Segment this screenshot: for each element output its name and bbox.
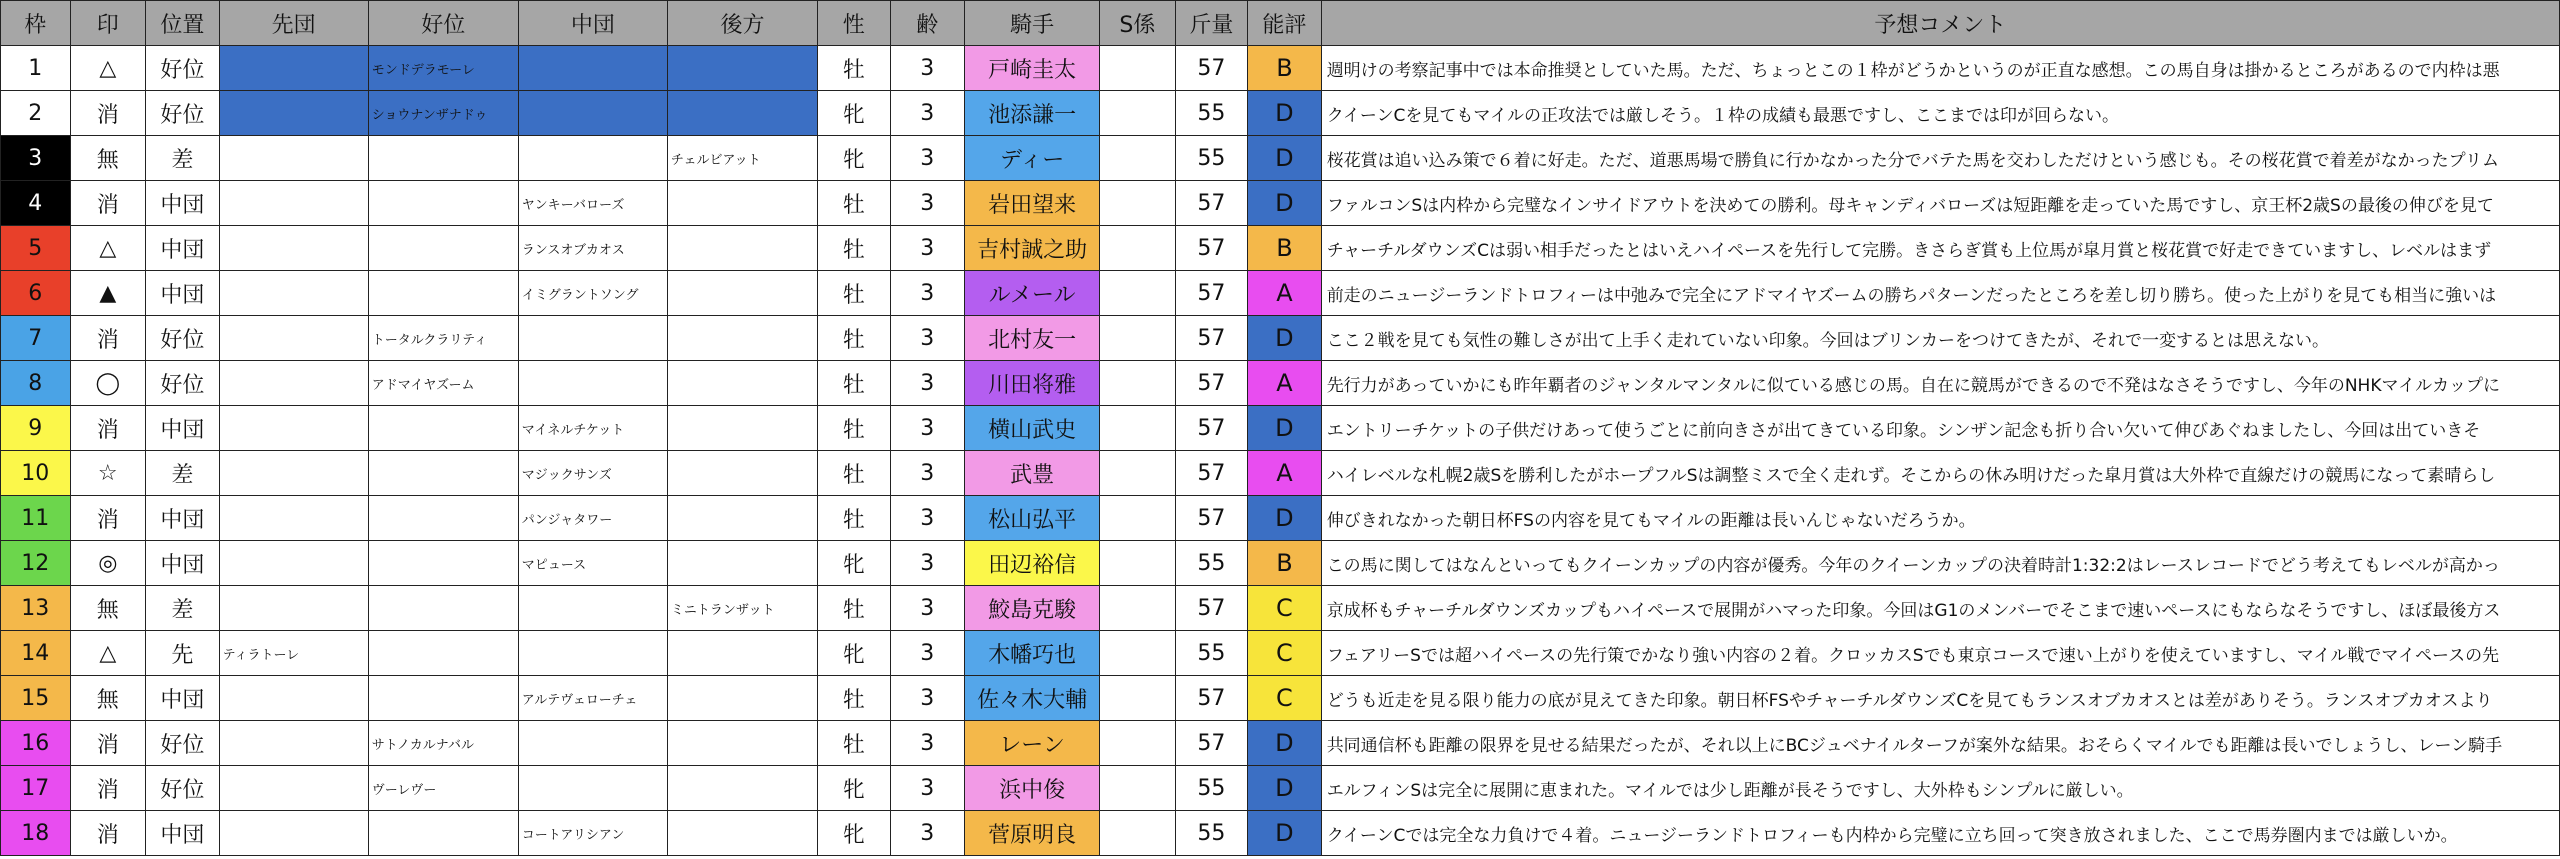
jockey-cell: 池添謙一 [965, 91, 1100, 136]
s-rel-cell [1100, 766, 1176, 811]
weight-cell: 57 [1175, 46, 1248, 91]
s-rel-cell [1100, 406, 1176, 451]
comment-cell: この馬に関してはなんといってもクイーンカップの内容が優秀。今年のクイーンカップの決着時計1:32:2はレースレコードでどう考えてもレベルが高かっ [1321, 541, 2559, 586]
jockey-cell: 菅原明良 [965, 811, 1100, 856]
frame-cell: 4 [1, 181, 71, 226]
rating-cell: D [1248, 316, 1322, 361]
sex-cell: 牝 [818, 136, 891, 181]
lead-horse-cell [219, 496, 368, 541]
good-horse-cell: アドマイヤズーム [368, 361, 518, 406]
comment-cell: クイーンCでは完全な力負けで４着。ニュージーランドトロフィーも内枠から完璧に立ち回って突き放されました、ここで馬券圏内までは厳しいか。 [1321, 811, 2559, 856]
position-cell: 中団 [146, 541, 220, 586]
good-horse-cell [368, 451, 518, 496]
table-row [1, 631, 2560, 676]
rear-horse-cell [667, 766, 817, 811]
comment-cell: チャーチルダウンズCは弱い相手だったとはいえハイペースを先行して完勝。きさらぎ賞も上位馬が皐月賞と桜花賞で好走できていますし、レベルはまず [1321, 226, 2559, 271]
lead-horse-cell: ティラトーレ [219, 631, 368, 676]
rear-horse-cell: チェルビアット [667, 136, 817, 181]
mark-cell: 消 [70, 496, 146, 541]
mark-cell: 無 [70, 136, 146, 181]
comment-cell: 前走のニュージーランドトロフィーは中弛みで完全にアドマイヤズームの勝ちパターンだったところを差し切り勝ち。使った上がりを見ても相当に強いは [1321, 271, 2559, 316]
table-row [1, 721, 2560, 766]
age-cell: 3 [890, 181, 965, 226]
table-row [1, 541, 2560, 586]
position-cell: 中団 [146, 226, 220, 271]
table-row [1, 226, 2560, 271]
frame-cell: 1 [1, 46, 71, 91]
mid-horse-cell: マピュース [518, 541, 667, 586]
rear-horse-cell [667, 811, 817, 856]
comment-cell: 先行力があっていかにも昨年覇者のジャンタルマンタルに似ている感じの馬。自在に競馬ができるので不発はなさそうですし、今年のNHKマイルカップに [1321, 361, 2559, 406]
good-horse-cell: トータルクラリティ [368, 316, 518, 361]
good-horse-cell [368, 406, 518, 451]
header-lead: 先団 [219, 1, 368, 46]
frame-cell: 9 [1, 406, 71, 451]
mark-cell: 無 [70, 586, 146, 631]
comment-cell: ハイレベルな札幌2歳Sを勝利したがホープフルSは調整ミスで全く走れず。そこからの休み明けだった皐月賞は大外枠で直線だけの競馬になって素晴らし [1321, 451, 2559, 496]
table-row [1, 46, 2560, 91]
weight-cell: 55 [1175, 631, 1248, 676]
mid-horse-cell: コートアリシアン [518, 811, 667, 856]
table-row [1, 766, 2560, 811]
rear-horse-cell [667, 316, 817, 361]
header-s-rel: S係 [1100, 1, 1176, 46]
header-frame: 枠 [1, 1, 71, 46]
jockey-cell: 横山武史 [965, 406, 1100, 451]
rating-cell: B [1248, 541, 1322, 586]
rear-horse-cell [667, 91, 817, 136]
s-rel-cell [1100, 721, 1176, 766]
mark-cell: 消 [70, 721, 146, 766]
age-cell: 3 [890, 406, 965, 451]
s-rel-cell [1100, 541, 1176, 586]
lead-horse-cell [219, 721, 368, 766]
weight-cell: 57 [1175, 496, 1248, 541]
age-cell: 3 [890, 586, 965, 631]
mid-horse-cell [518, 766, 667, 811]
lead-horse-cell [219, 136, 368, 181]
sex-cell: 牝 [818, 766, 891, 811]
lead-horse-cell [219, 586, 368, 631]
mid-horse-cell [518, 721, 667, 766]
weight-cell: 55 [1175, 91, 1248, 136]
mark-cell: 消 [70, 181, 146, 226]
s-rel-cell [1100, 631, 1176, 676]
header-sex: 性 [818, 1, 891, 46]
lead-horse-cell [219, 226, 368, 271]
jockey-cell: 木幡巧也 [965, 631, 1100, 676]
mark-cell: 消 [70, 406, 146, 451]
table-row [1, 811, 2560, 856]
frame-cell: 8 [1, 361, 71, 406]
rating-cell: A [1248, 361, 1322, 406]
age-cell: 3 [890, 496, 965, 541]
frame-cell: 17 [1, 766, 71, 811]
header-jockey: 騎手 [965, 1, 1100, 46]
lead-horse-cell [219, 541, 368, 586]
age-cell: 3 [890, 136, 965, 181]
lead-horse-cell [219, 361, 368, 406]
sex-cell: 牡 [818, 271, 891, 316]
age-cell: 3 [890, 361, 965, 406]
mid-horse-cell: パンジャタワー [518, 496, 667, 541]
table-body [1, 46, 2560, 856]
good-horse-cell [368, 631, 518, 676]
position-cell: 中団 [146, 676, 220, 721]
s-rel-cell [1100, 811, 1176, 856]
age-cell: 3 [890, 46, 965, 91]
age-cell: 3 [890, 766, 965, 811]
good-horse-cell [368, 586, 518, 631]
rating-cell: C [1248, 676, 1322, 721]
jockey-cell: 岩田望来 [965, 181, 1100, 226]
age-cell: 3 [890, 631, 965, 676]
age-cell: 3 [890, 451, 965, 496]
s-rel-cell [1100, 496, 1176, 541]
frame-cell: 11 [1, 496, 71, 541]
jockey-cell: 佐々木大輔 [965, 676, 1100, 721]
lead-horse-cell [219, 811, 368, 856]
weight-cell: 57 [1175, 316, 1248, 361]
rear-horse-cell [667, 271, 817, 316]
mark-cell: △ [70, 46, 146, 91]
jockey-cell: ディー [965, 136, 1100, 181]
header-rear: 後方 [667, 1, 817, 46]
jockey-cell: 浜中俊 [965, 766, 1100, 811]
lead-horse-cell [219, 271, 368, 316]
comment-cell: 共同通信杯も距離の限界を見せる結果だったが、それ以上にBCジュベナイルターフが案外な結果。おそらくマイルでも距離は長いでしょうし、レーン騎手 [1321, 721, 2559, 766]
s-rel-cell [1100, 46, 1176, 91]
frame-cell: 3 [1, 136, 71, 181]
mid-horse-cell [518, 631, 667, 676]
position-cell: 差 [146, 586, 220, 631]
frame-cell: 6 [1, 271, 71, 316]
frame-cell: 18 [1, 811, 71, 856]
age-cell: 3 [890, 316, 965, 361]
frame-cell: 15 [1, 676, 71, 721]
sex-cell: 牝 [818, 91, 891, 136]
rating-cell: B [1248, 46, 1322, 91]
comment-cell: 桜花賞は追い込み策で６着に好走。ただ、道悪馬場で勝負に行かなかった分でバテた馬を交わしただけという感じも。その桜花賞で着差がなかったプリム [1321, 136, 2559, 181]
weight-cell: 57 [1175, 721, 1248, 766]
frame-cell: 7 [1, 316, 71, 361]
position-cell: 先 [146, 631, 220, 676]
rear-horse-cell [667, 541, 817, 586]
good-horse-cell [368, 541, 518, 586]
good-horse-cell [368, 496, 518, 541]
position-cell: 差 [146, 136, 220, 181]
weight-cell: 55 [1175, 541, 1248, 586]
position-cell: 中団 [146, 181, 220, 226]
weight-cell: 57 [1175, 361, 1248, 406]
sex-cell: 牡 [818, 226, 891, 271]
comment-cell: どうも近走を見る限り能力の底が見えてきた印象。朝日杯FSやチャーチルダウンズCを見てもランスオブカオスとは差がありそう。ランスオブカオスより [1321, 676, 2559, 721]
s-rel-cell [1100, 271, 1176, 316]
position-cell: 中団 [146, 271, 220, 316]
s-rel-cell [1100, 181, 1176, 226]
jockey-cell: 田辺裕信 [965, 541, 1100, 586]
rear-horse-cell [667, 451, 817, 496]
position-cell: 好位 [146, 766, 220, 811]
jockey-cell: 川田将雅 [965, 361, 1100, 406]
weight-cell: 57 [1175, 406, 1248, 451]
table-row [1, 451, 2560, 496]
rating-cell: D [1248, 181, 1322, 226]
mark-cell: ◎ [70, 541, 146, 586]
rating-cell: C [1248, 631, 1322, 676]
s-rel-cell [1100, 316, 1176, 361]
frame-cell: 16 [1, 721, 71, 766]
weight-cell: 57 [1175, 586, 1248, 631]
age-cell: 3 [890, 541, 965, 586]
rear-horse-cell [667, 676, 817, 721]
mid-horse-cell: ヤンキーバローズ [518, 181, 667, 226]
comment-cell: エントリーチケットの子供だけあって使うごとに前向きさが出てきている印象。シンザン記念も折り合い欠いて伸びあぐねましたし、今回は出ていきそ [1321, 406, 2559, 451]
rating-cell: D [1248, 91, 1322, 136]
rear-horse-cell [667, 361, 817, 406]
header-weight: 斤量 [1175, 1, 1248, 46]
lead-horse-cell [219, 766, 368, 811]
weight-cell: 57 [1175, 676, 1248, 721]
table-row [1, 91, 2560, 136]
sex-cell: 牡 [818, 361, 891, 406]
jockey-cell: 吉村誠之助 [965, 226, 1100, 271]
jockey-cell: 北村友一 [965, 316, 1100, 361]
table-row [1, 406, 2560, 451]
comment-cell: 伸びきれなかった朝日杯FSの内容を見てもマイルの距離は長いんじゃないだろうか。 [1321, 496, 2559, 541]
s-rel-cell [1100, 451, 1176, 496]
s-rel-cell [1100, 226, 1176, 271]
rear-horse-cell [667, 721, 817, 766]
mark-cell: ☆ [70, 451, 146, 496]
good-horse-cell: モンドデラモーレ [368, 46, 518, 91]
rear-horse-cell [667, 181, 817, 226]
header-age: 齢 [890, 1, 965, 46]
age-cell: 3 [890, 226, 965, 271]
rear-horse-cell [667, 496, 817, 541]
lead-horse-cell [219, 451, 368, 496]
table-row [1, 496, 2560, 541]
s-rel-cell [1100, 91, 1176, 136]
weight-cell: 57 [1175, 271, 1248, 316]
weight-cell: 57 [1175, 451, 1248, 496]
header-mid: 中団 [518, 1, 667, 46]
rating-cell: A [1248, 271, 1322, 316]
s-rel-cell [1100, 361, 1176, 406]
mark-cell: 消 [70, 316, 146, 361]
rear-horse-cell [667, 226, 817, 271]
weight-cell: 57 [1175, 181, 1248, 226]
table-row [1, 316, 2560, 361]
frame-cell: 5 [1, 226, 71, 271]
comment-cell: クイーンCを見てもマイルの正攻法では厳しそう。１枠の成績も最悪ですし、ここまでは印が回らない。 [1321, 91, 2559, 136]
position-cell: 差 [146, 451, 220, 496]
jockey-cell: 鮫島克駿 [965, 586, 1100, 631]
table-row [1, 271, 2560, 316]
mid-horse-cell [518, 91, 667, 136]
lead-horse-cell [219, 181, 368, 226]
sex-cell: 牡 [818, 586, 891, 631]
comment-cell: ここ２戦を見ても気性の難しさが出て上手く走れていない印象。今回はブリンカーをつけてきたが、それで一変するとは思えない。 [1321, 316, 2559, 361]
good-horse-cell [368, 226, 518, 271]
jockey-cell: 戸崎圭太 [965, 46, 1100, 91]
header-rating: 能評 [1248, 1, 1322, 46]
weight-cell: 55 [1175, 766, 1248, 811]
rating-cell: A [1248, 451, 1322, 496]
mark-cell: △ [70, 631, 146, 676]
position-cell: 好位 [146, 316, 220, 361]
mark-cell: △ [70, 226, 146, 271]
frame-cell: 14 [1, 631, 71, 676]
sex-cell: 牝 [818, 541, 891, 586]
comment-cell: 京成杯もチャーチルダウンズカップもハイペースで展開がハマった印象。今回はG1のメンバーでそこまで速いペースにもならなそうですし、ほぼ最後方ス [1321, 586, 2559, 631]
rating-cell: D [1248, 766, 1322, 811]
lead-horse-cell [219, 406, 368, 451]
good-horse-cell [368, 181, 518, 226]
header-good: 好位 [368, 1, 518, 46]
rear-horse-cell [667, 631, 817, 676]
comment-cell: エルフィンSは完全に展開に恵まれた。マイルでは少し距離が長そうですし、大外枠もシンプルに厳しい。 [1321, 766, 2559, 811]
header-comment: 予想コメント [1321, 1, 2559, 46]
jockey-cell: ルメール [965, 271, 1100, 316]
rear-horse-cell [667, 406, 817, 451]
mid-horse-cell: マジックサンズ [518, 451, 667, 496]
s-rel-cell [1100, 676, 1176, 721]
jockey-cell: 武豊 [965, 451, 1100, 496]
frame-cell: 2 [1, 91, 71, 136]
sex-cell: 牡 [818, 451, 891, 496]
age-cell: 3 [890, 676, 965, 721]
position-cell: 好位 [146, 46, 220, 91]
mid-horse-cell [518, 46, 667, 91]
position-cell: 中団 [146, 496, 220, 541]
good-horse-cell [368, 676, 518, 721]
rear-horse-cell: ミニトランザット [667, 586, 817, 631]
mid-horse-cell [518, 361, 667, 406]
mark-cell: 消 [70, 91, 146, 136]
lead-horse-cell [219, 316, 368, 361]
rating-cell: D [1248, 136, 1322, 181]
frame-cell: 13 [1, 586, 71, 631]
frame-cell: 12 [1, 541, 71, 586]
sex-cell: 牡 [818, 316, 891, 361]
comment-cell: フェアリーSでは超ハイペースの先行策でかなり強い内容の２着。クロッカスSでも東京コースで速い上がりを使えていますし、マイル戦でマイペースの先 [1321, 631, 2559, 676]
mark-cell: ◯ [70, 361, 146, 406]
good-horse-cell [368, 136, 518, 181]
mid-horse-cell: ランスオブカオス [518, 226, 667, 271]
sex-cell: 牝 [818, 631, 891, 676]
age-cell: 3 [890, 91, 965, 136]
good-horse-cell: ショウナンザナドゥ [368, 91, 518, 136]
mark-cell: 消 [70, 811, 146, 856]
sex-cell: 牡 [818, 676, 891, 721]
mid-horse-cell [518, 136, 667, 181]
mid-horse-cell: マイネルチケット [518, 406, 667, 451]
s-rel-cell [1100, 586, 1176, 631]
position-cell: 中団 [146, 811, 220, 856]
rating-cell: D [1248, 406, 1322, 451]
weight-cell: 55 [1175, 136, 1248, 181]
s-rel-cell [1100, 136, 1176, 181]
mark-cell: 消 [70, 766, 146, 811]
frame-cell: 10 [1, 451, 71, 496]
lead-horse-cell [219, 46, 368, 91]
rating-cell: D [1248, 811, 1322, 856]
position-cell: 好位 [146, 91, 220, 136]
lead-horse-cell [219, 676, 368, 721]
mid-horse-cell [518, 316, 667, 361]
rating-cell: C [1248, 586, 1322, 631]
good-horse-cell [368, 811, 518, 856]
mid-horse-cell [518, 586, 667, 631]
rear-horse-cell [667, 46, 817, 91]
age-cell: 3 [890, 811, 965, 856]
header-position: 位置 [146, 1, 220, 46]
rating-cell: D [1248, 496, 1322, 541]
weight-cell: 57 [1175, 226, 1248, 271]
mark-cell: 無 [70, 676, 146, 721]
good-horse-cell [368, 271, 518, 316]
sex-cell: 牡 [818, 46, 891, 91]
mark-cell: ▲ [70, 271, 146, 316]
good-horse-cell: サトノカルナバル [368, 721, 518, 766]
age-cell: 3 [890, 271, 965, 316]
sex-cell: 牡 [818, 406, 891, 451]
comment-cell: ファルコンSは内枠から完璧なインサイドアウトを決めての勝利。母キャンディバローズは短距離を走っていた馬ですし、京王杯2歳Sの最後の伸びを見て [1321, 181, 2559, 226]
header-row [1, 1, 2560, 46]
position-cell: 好位 [146, 361, 220, 406]
table-row [1, 676, 2560, 721]
jockey-cell: レーン [965, 721, 1100, 766]
position-cell: 中団 [146, 406, 220, 451]
header-mark: 印 [70, 1, 146, 46]
jockey-cell: 松山弘平 [965, 496, 1100, 541]
good-horse-cell: ヴーレヴー [368, 766, 518, 811]
table-row [1, 586, 2560, 631]
sex-cell: 牡 [818, 721, 891, 766]
age-cell: 3 [890, 721, 965, 766]
sex-cell: 牡 [818, 181, 891, 226]
sex-cell: 牝 [818, 811, 891, 856]
table-row [1, 181, 2560, 226]
lead-horse-cell [219, 91, 368, 136]
sex-cell: 牡 [818, 496, 891, 541]
rating-cell: D [1248, 721, 1322, 766]
table-row [1, 136, 2560, 181]
table-row [1, 361, 2560, 406]
mid-horse-cell: アルテヴェローチェ [518, 676, 667, 721]
rating-cell: B [1248, 226, 1322, 271]
mid-horse-cell: イミグラントソング [518, 271, 667, 316]
position-cell: 好位 [146, 721, 220, 766]
comment-cell: 週明けの考察記事中では本命推奨としていた馬。ただ、ちょっとこの１枠がどうかというのが正直な感想。この馬自身は掛かるところがあるので内枠は悪 [1321, 46, 2559, 91]
weight-cell: 55 [1175, 811, 1248, 856]
